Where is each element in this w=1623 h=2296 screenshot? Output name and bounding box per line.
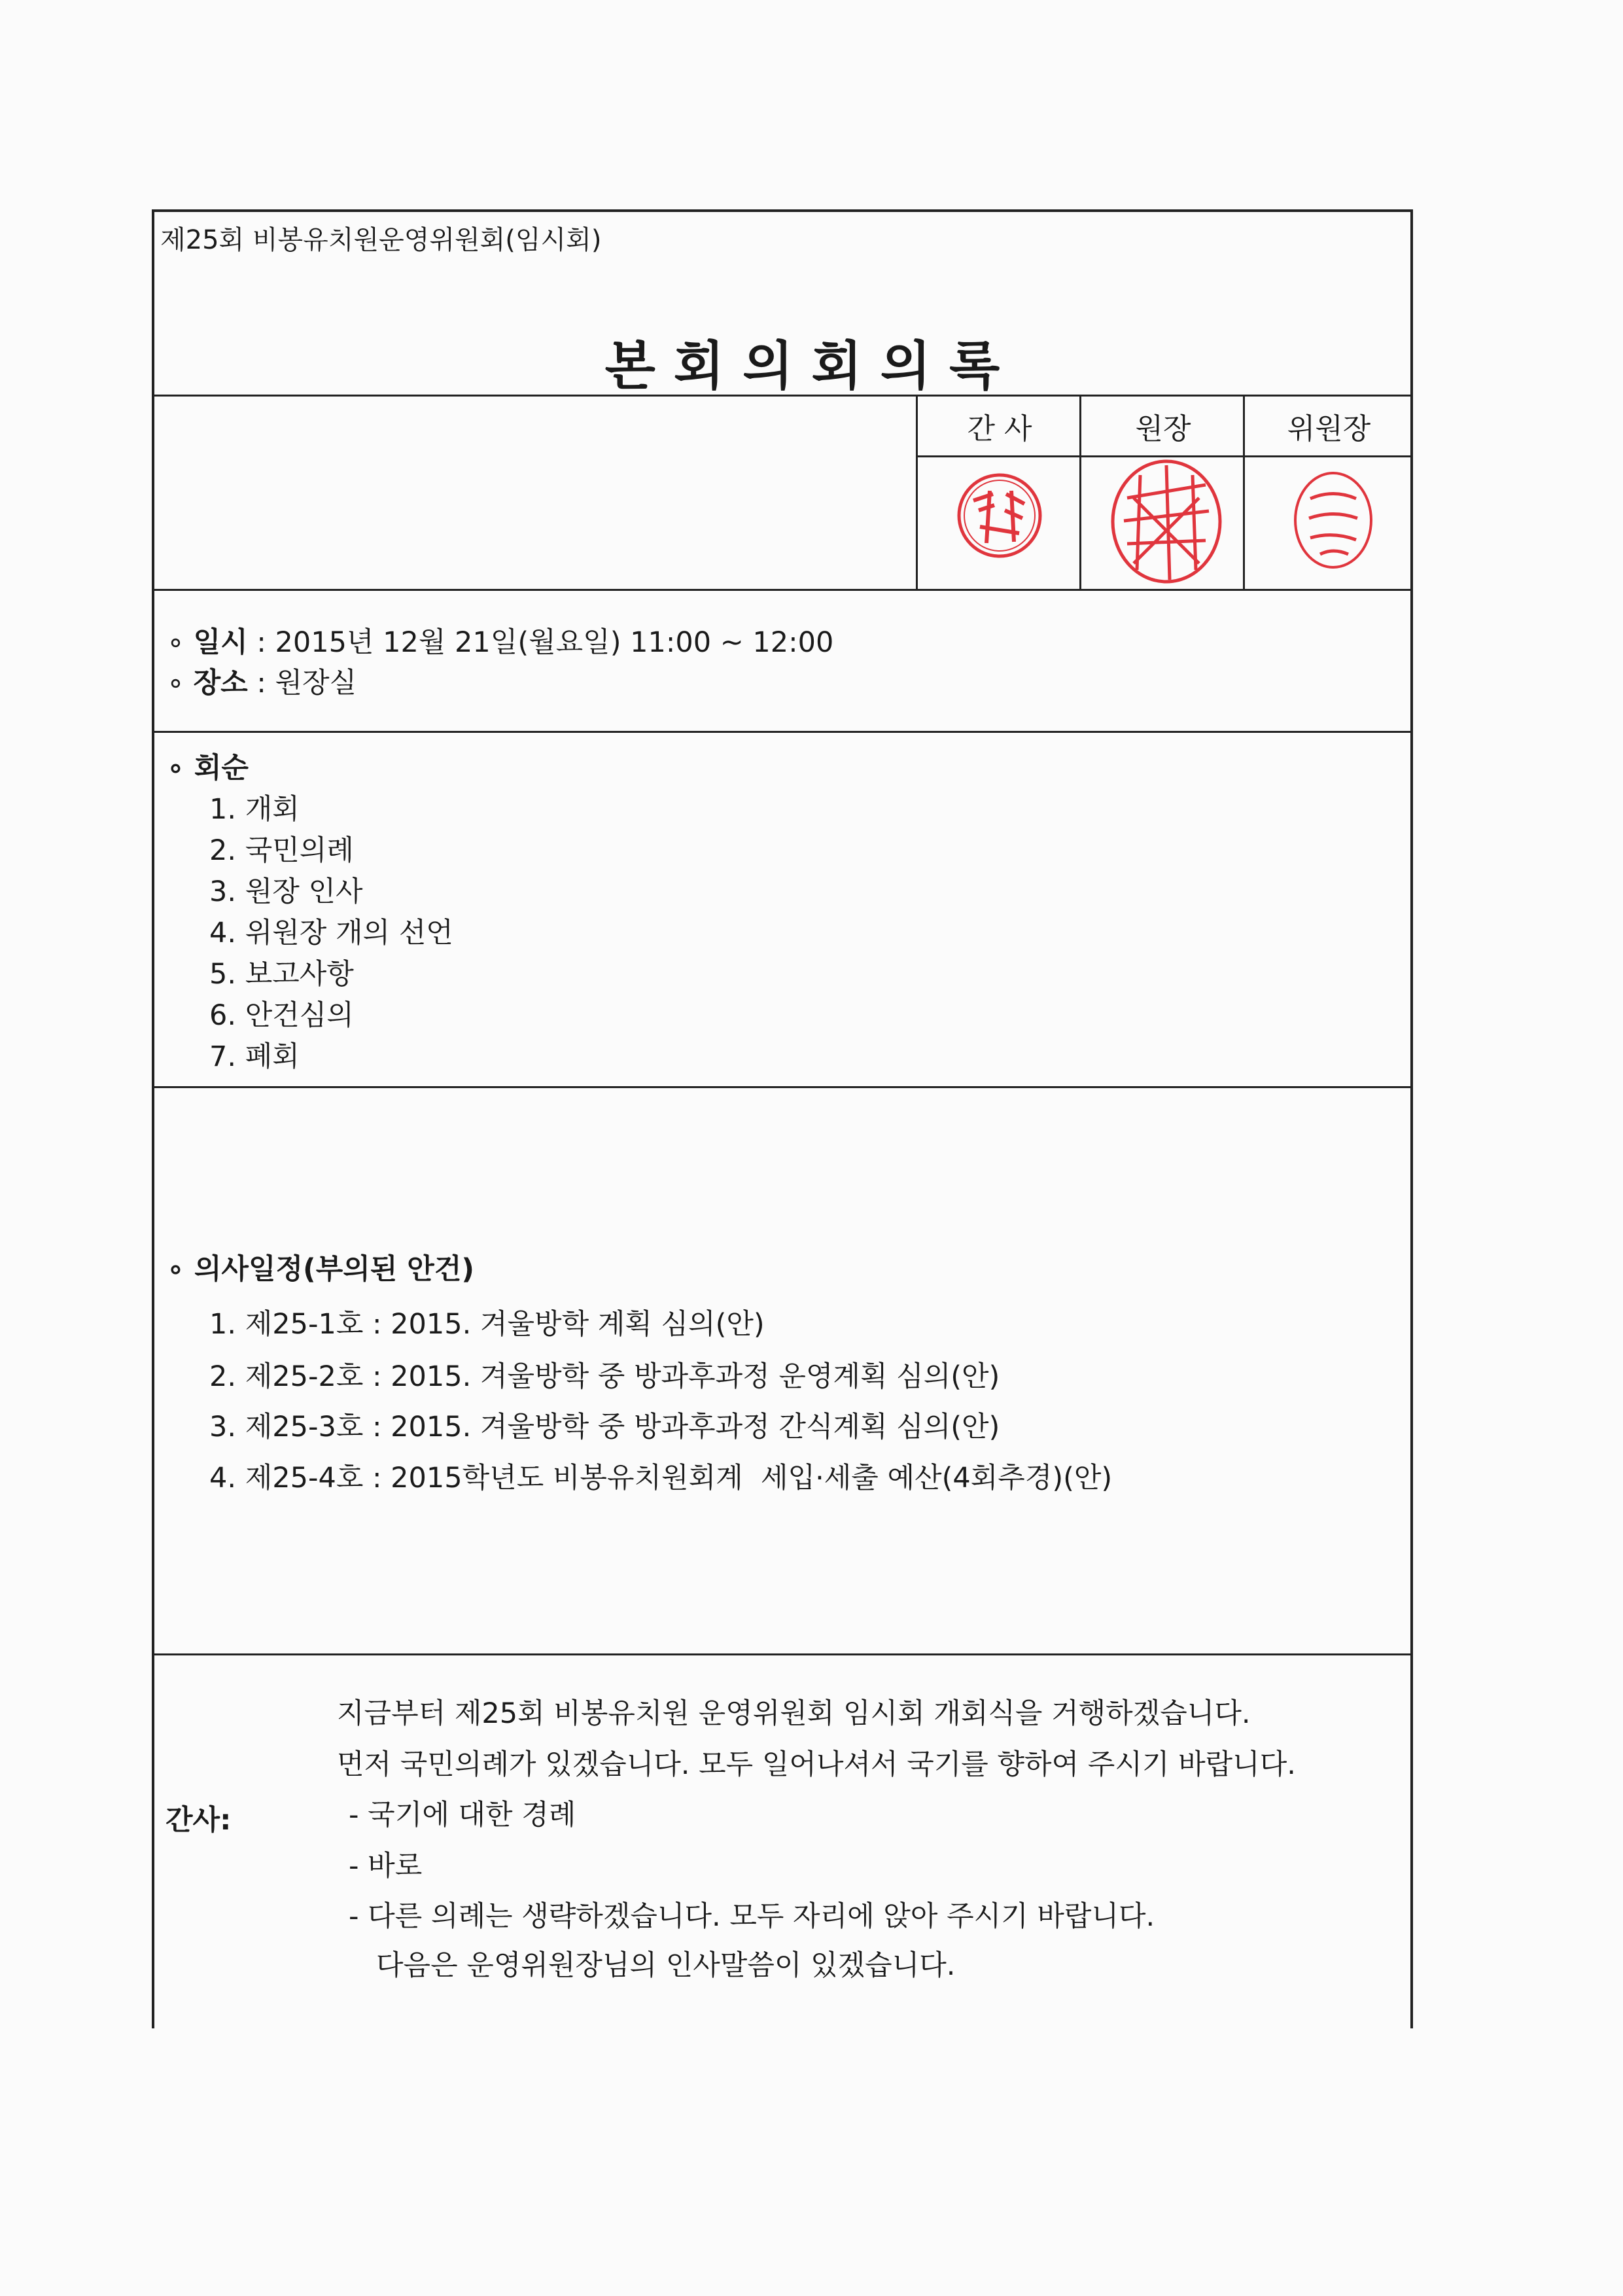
place-value: : 원장실 — [256, 667, 357, 699]
list-item: 1. 개회 — [209, 793, 300, 826]
divider — [152, 1653, 1413, 1655]
divider — [152, 731, 1413, 733]
list-item: 7. 폐회 — [209, 1040, 300, 1073]
meeting-subtitle: 제25회 비봉유치원운영위원회(임시회) — [160, 225, 602, 255]
minutes-line: 먼저 국민의례가 있겠습니다. 모두 일어나셔서 국기를 향하여 주시기 바랍니다. — [337, 1748, 1296, 1781]
signature-col-chair: 위원장 — [1245, 396, 1413, 457]
minutes-line: - 바로 — [349, 1850, 423, 1882]
meeting-place: ∘ 장소 : 원장실 — [167, 667, 357, 699]
chair-seal-icon — [1291, 469, 1376, 580]
list-item: 2. 국민의례 — [209, 834, 354, 867]
agenda-item: 4. 제25-4호 : 2015학년도 비봉유치원회계 세입·세출 예산(4회추경)(안) — [209, 1462, 1113, 1494]
secretary-seal-icon — [954, 465, 1045, 582]
list-item: 3. 원장 인사 — [209, 875, 363, 908]
director-seal-icon — [1108, 459, 1225, 590]
divider — [152, 589, 1413, 591]
place-label: 장소 — [193, 667, 248, 699]
minutes-line: 다음은 운영위원장님의 인사말씀이 있겠습니다. — [376, 1949, 956, 1982]
list-item: 5. 보고사항 — [209, 958, 354, 991]
minutes-line: 지금부터 제25회 비봉유치원 운영위원회 임시회 개회식을 거행하겠습니다. — [337, 1697, 1251, 1730]
date-value: : 2015년 12월 21일(월요일) 11:00 ~ 12:00 — [256, 626, 834, 659]
signature-col-secretary: 간 사 — [918, 396, 1081, 457]
agenda-item: 3. 제25-3호 : 2015. 겨울방학 중 방과후과정 간식계획 심의(안) — [209, 1411, 1000, 1443]
meeting-date: ∘ 일시 : 2015년 12월 21일(월요일) 11:00 ~ 12:00 — [167, 626, 834, 659]
agenda-item: 2. 제25-2호 : 2015. 겨울방학 중 방과후과정 운영계획 심의(안) — [209, 1360, 1000, 1393]
agenda-items-heading: ∘ 의사일정(부의된 안건) — [167, 1253, 475, 1286]
agenda-item: 1. 제25-1호 : 2015. 겨울방학 계획 심의(안) — [209, 1308, 765, 1341]
minutes-line: - 국기에 대한 경례 — [349, 1799, 576, 1831]
speaker-label: 간사: — [166, 1804, 232, 1837]
signature-table — [916, 396, 1413, 591]
agenda-order-heading: ∘ 회순 — [167, 752, 249, 785]
date-label: 일시 — [193, 626, 248, 659]
minutes-line: - 다른 의례는 생략하겠습니다. 모두 자리에 앉아 주시기 바랍니다. — [349, 1900, 1155, 1933]
document-title: 본회의회의록 — [604, 336, 1019, 397]
divider — [152, 1086, 1413, 1088]
list-item: 4. 위원장 개의 선언 — [209, 917, 453, 949]
list-item: 6. 안건심의 — [209, 999, 354, 1032]
signature-col-director: 원장 — [1081, 396, 1245, 457]
